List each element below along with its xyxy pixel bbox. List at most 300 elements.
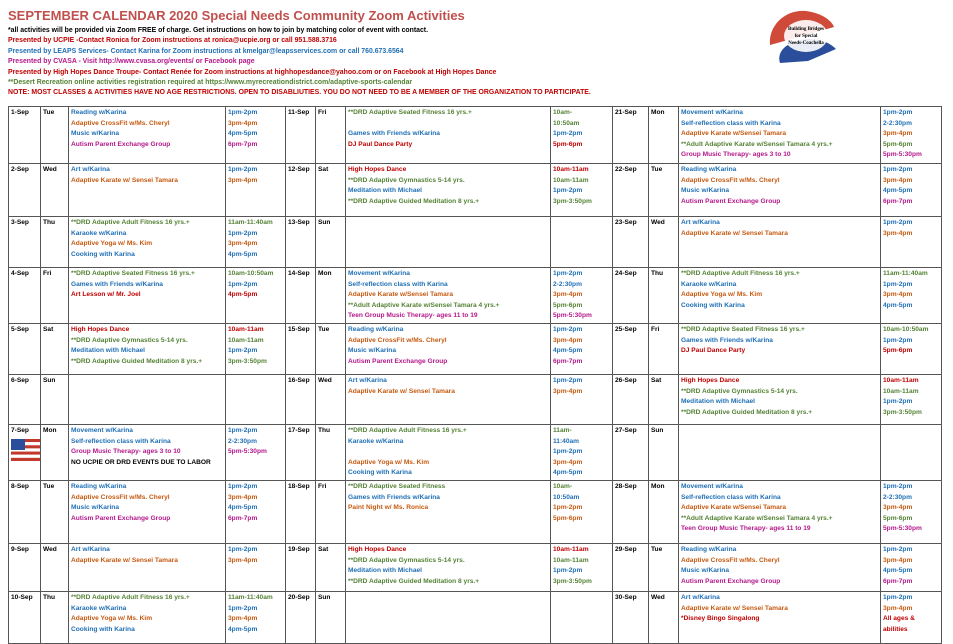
activity-time: 1pm-2pm [228,482,258,490]
activity-time: 4pm-5pm [883,187,913,195]
activity-name: Games with Friends w/Karina [71,280,163,288]
header-info-line: Presented by CVASA - Visit http://www.cvasa.org/events/ or Facebook page [8,58,255,66]
day-date: 21-Sep [613,107,649,164]
activity-time: 5pm-6pm [883,140,913,148]
activities-cell [346,164,551,217]
activity-time: 4pm-5pm [883,301,913,309]
activity-name: Adaptive Yoga w/ Ms. Kim [681,291,763,299]
activity-time: 11am-11:40am [228,593,273,601]
activity-name: **DRD Adaptive Guided Meditation 8 yrs.+ [681,408,813,416]
activity-time: 1pm-2pm [228,347,258,355]
day-of-week: Sun [316,591,346,643]
day-date: 30-Sep [613,591,649,643]
activity-time: 1pm-2pm [228,280,258,288]
activity-time: 5pm-6pm [883,347,913,355]
activity-name: **Adult Adaptive Karate w/Sensei Tamara 4 yrs.+ [681,514,833,522]
activity-name: **DRD Adaptive Adult Fitness 16 yrs.+ [348,426,467,434]
activity-name: Music w/Karina [681,187,730,195]
activity-time: 3pm-4pm [883,176,913,184]
activity-time: 2-2:30pm [883,119,912,127]
times-cell [226,424,286,480]
activities-cell [346,424,551,480]
activity-time: 5pm-5:30pm [553,312,592,320]
activity-name: Adaptive Yoga w/ Ms. Kim [348,458,430,466]
activity-time: 5pm-6pm [883,514,913,522]
day-date: 2-Sep [9,164,41,217]
activity-name: Adaptive Karate w/Sensei Tamara [681,130,787,138]
activity-name: Group Music Therapy- ages 3 to 10 [71,448,181,456]
activity-name: Adaptive Karate w/Sensei Tamara [348,291,454,299]
activity-name: **DRD Adaptive Seated Fitness 16 yrs.+ [681,325,805,333]
activity-time: 3pm-4pm [883,130,913,138]
activity-name: Self-reflection class with Karina [681,119,781,127]
day-date: 27-Sep [613,424,649,480]
activity-time: 5pm-5:30pm [883,525,922,533]
header-info-line: Presented by LEAPS Services- Contact Karina for Zoom instructions at kmelgar@leapsservices.com or call 760.673.6564 [8,47,404,55]
activity-time: 3pm-4pm [228,556,258,564]
calendar-row [9,323,942,374]
activity-time: 3pm-4pm [553,458,583,466]
activities-cell [69,268,226,324]
day-of-week: Mon [649,480,679,543]
times-cell [881,268,942,324]
times-cell [881,323,942,374]
activity-time: 4pm-5pm [228,504,258,512]
day-of-week: Fri [316,480,346,543]
activity-time: 6pm-7pm [883,577,913,585]
activity-time: 1pm-2pm [228,229,258,237]
activities-cell [346,107,551,164]
activity-name: Cooking with Karina [71,250,135,258]
activity-time: 3pm-4pm [883,556,913,564]
activity-time: 3pm-3:50pm [883,408,922,416]
times-cell [226,268,286,324]
activity-time: All ages & [883,615,915,623]
day-of-week: Tue [649,543,679,591]
activity-time: 1pm-2pm [883,109,913,116]
activity-time: 1pm-2pm [553,130,583,138]
day-date: 22-Sep [613,164,649,217]
activity-name: **DRD Adaptive Guided Meditation 8 yrs.+ [348,197,480,205]
activity-time: 10am-11am [553,166,589,173]
activity-name: Karaoke w/Karina [71,604,127,612]
times-cell [551,543,613,591]
activity-time: 1pm-2pm [883,545,913,553]
day-date: 28-Sep [613,480,649,543]
activity-name: Games with Friends w/Karina [681,336,773,344]
activities-cell [69,480,226,543]
day-of-week: Sat [649,374,679,424]
activity-time: 1pm-2pm [553,325,583,333]
activity-name: Music w/Karina [681,567,730,575]
activity-time: 11am-11:40am [883,270,928,277]
activity-name: Movement w/Karina [681,109,743,116]
activity-name: Adaptive Yoga w/ Ms. Kim [71,615,153,623]
activities-cell [346,268,551,324]
calendar-row [9,107,942,164]
activity-name: *Disney Bingo Singalong [681,615,760,623]
activity-time: 10:50am [553,119,580,127]
labor-day-flag-icon [11,439,41,461]
times-cell [551,374,613,424]
times-cell [881,480,942,543]
activity-name [348,447,548,458]
activity-time: 5pm-6pm [553,140,583,148]
activity-time: 5pm-5:30pm [883,151,922,159]
activity-name: Games with Friends w/Karina [348,130,440,138]
activity-time: 3pm-4pm [228,176,258,184]
activity-name: Group Music Therapy- ages 3 to 10 [681,151,791,159]
activity-name: Movement w/Karina [71,426,133,434]
activities-cell [679,543,881,591]
logo-text-line: Needs-Coachella [788,41,824,46]
day-date: 3-Sep [9,217,41,268]
day-of-week: Wed [649,217,679,268]
day-date: 9-Sep [9,543,41,591]
activity-time: 3pm-4pm [553,291,583,299]
day-date: 15-Sep [286,323,316,374]
activity-name: Meditation with Michael [681,398,755,406]
activity-time: 4pm-5pm [228,250,258,258]
times-cell [881,217,942,268]
activity-name: Art w/Karina [348,376,387,384]
activity-name: Adaptive Karate w/ Sensei Tamara [71,556,178,564]
activities-cell [679,591,881,643]
activity-time: 10am-11am [553,176,589,184]
times-cell [226,217,286,268]
activity-name: Reading w/Karina [71,482,127,490]
activity-name: Adaptive Karate w/ Sensei Tamara [71,176,178,184]
calendar-row [9,268,942,324]
activity-time: 3pm-3:50pm [553,577,592,585]
activity-time: 11am- [553,426,572,434]
activity-time: 1pm-2pm [228,545,258,553]
day-of-week: Wed [649,591,679,643]
activity-name: Reading w/Karina [348,325,404,333]
activity-name: DJ Paul Dance Party [681,347,746,355]
activity-time: 3pm-4pm [553,336,583,344]
activity-name: Karaoke w/Karina [681,280,737,288]
activities-cell [679,374,881,424]
activity-time: 3pm-4pm [228,615,258,623]
activity-name: Art w/Karina [71,545,110,553]
times-cell [551,107,613,164]
activity-time: 3pm-4pm [553,387,583,395]
activities-cell [679,480,881,543]
times-cell [881,591,942,643]
activity-name: Reading w/Karina [681,166,737,173]
day-of-week: Wed [41,543,69,591]
activity-name: Teen Group Music Therapy- ages 11 to 19 [348,312,478,320]
day-of-week: Sun [41,374,69,424]
activities-cell [679,268,881,324]
activity-name: High Hopes Dance [348,545,407,553]
activity-name: Adaptive CrossFit w/Ms. Cheryl [681,176,780,184]
activity-name: Art w/Karina [681,593,720,601]
activity-time: 4pm-5pm [228,625,258,633]
activity-name: **DRD Adaptive Gymnastics 5-14 yrs. [348,556,465,564]
times-cell [551,268,613,324]
activity-name: **DRD Adaptive Gymnastics 5-14 yrs. [348,176,465,184]
activity-name [348,514,548,525]
activities-cell [69,543,226,591]
activity-time: 11:40am [553,437,580,445]
day-date: 23-Sep [613,217,649,268]
activity-time: 2-2:30pm [883,493,912,501]
header-info-line: Presented by High Hopes Dance Troupe- Contact Renée for Zoom instructions at highhopesdance@yahoo.com or on Facebook at High Hopes Dance [8,68,497,76]
calendar-row [9,374,942,424]
day-of-week: Tue [41,107,69,164]
day-date: 12-Sep [286,164,316,217]
activity-name: **DRD Adaptive Seated Fitness [348,482,446,490]
activity-name: DJ Paul Dance Party [348,140,413,148]
building-bridges-logo [766,5,838,67]
day-of-week: Mon [41,424,69,480]
day-of-week: Sat [316,543,346,591]
day-of-week: Fri [41,268,69,324]
activity-name: Self-reflection class with Karina [71,437,171,445]
activity-time: 4pm-5pm [228,291,258,299]
day-date: 29-Sep [613,543,649,591]
times-cell [881,543,942,591]
day-of-week: Tue [649,164,679,217]
activity-name: Adaptive Yoga w/ Ms. Kim [71,240,153,248]
activity-name: Meditation with Michael [348,187,422,195]
activity-name: Karaoke w/Karina [71,229,127,237]
activity-name: Autism Parent Exchange Group [681,577,781,585]
activity-time: 3pm-3:50pm [553,197,592,205]
activity-time: 2-2:30pm [228,437,257,445]
activity-time: 3pm-3:50pm [228,357,267,365]
activity-time: 3pm-4pm [883,504,913,512]
activity-name: Movement w/Karina [681,482,743,490]
day-date: 6-Sep [9,374,41,424]
activity-name: **Adult Adaptive Karate w/Sensei Tamara 4 yrs.+ [681,140,833,148]
activity-time: 10am- [553,482,573,490]
activity-time: 3pm-4pm [228,119,258,127]
activity-time: abilities [883,625,908,633]
page-title: SEPTEMBER CALENDAR 2020 Special Needs Community Zoom Activities [8,8,465,23]
activities-cell [69,107,226,164]
activity-name: Reading w/Karina [71,109,127,116]
activity-time: 11am-11:40am [228,219,273,226]
day-of-week: Thu [41,591,69,643]
activity-time: 1pm-2pm [553,270,583,277]
day-date: 24-Sep [613,268,649,324]
day-date: 8-Sep [9,480,41,543]
activity-name: Meditation with Michael [348,567,422,575]
activity-time: 1pm-2pm [553,504,583,512]
header-info-line: Presented by UCPIE -Contact Ronica for Zoom instructions at ronica@ucpie.org or call 951.588.3716 [8,37,337,45]
activities-cell [346,543,551,591]
activity-name: High Hopes Dance [681,376,740,384]
times-cell [226,107,286,164]
activity-time: 3pm-4pm [883,229,913,237]
activity-name: Autism Parent Exchange Group [71,140,171,148]
activity-time: 10am- [553,109,573,116]
logo-text-line: for Special [794,34,818,39]
day-date: 1-Sep [9,107,41,164]
activities-cell [69,424,226,480]
times-cell [551,217,613,268]
activity-name: Movement w/Karina [348,270,410,277]
times-cell [551,480,613,543]
activity-name: Reading w/Karina [681,545,737,553]
day-date: 18-Sep [286,480,316,543]
activity-name: **DRD Adaptive Seated Fitness 16 yrs.+ [348,109,472,116]
activity-time: 10:50am [553,493,580,501]
day-date: 25-Sep [613,323,649,374]
day-of-week: Wed [316,374,346,424]
logo-text-line: Building Bridges [788,27,824,32]
activity-time: 1pm-2pm [883,398,913,406]
activity-time: 1pm-2pm [883,166,913,173]
activity-name: Music w/Karina [71,504,120,512]
activity-name: High Hopes Dance [348,166,407,173]
day-date: 11-Sep [286,107,316,164]
activity-time: 6pm-7pm [883,197,913,205]
activities-cell [679,323,881,374]
times-cell [226,374,286,424]
activity-name: Autism Parent Exchange Group [681,197,781,205]
activity-time: 4pm-5pm [883,567,913,575]
activity-time: 6pm-7pm [553,357,583,365]
header-info-line: **Desert Recreation online activities registration required at https://www.myrecreationdistrict.com/adaptive-sports-calendar [8,79,413,87]
times-cell [551,323,613,374]
times-cell [881,424,942,480]
times-cell [881,164,942,217]
header-info-line: *all activities will be provided via Zoom FREE of charge. Get instructions on how to join by matching color of event with contact. [8,27,429,34]
times-cell [226,164,286,217]
times-cell [551,164,613,217]
day-date: 4-Sep [9,268,41,324]
activity-name: High Hopes Dance [71,325,130,333]
activity-name: Art w/Karina [681,219,720,226]
day-of-week: Sun [316,217,346,268]
activities-cell [69,591,226,643]
day-of-week: Tue [316,323,346,374]
times-cell [226,591,286,643]
day-date: 17-Sep [286,424,316,480]
activity-time: 1pm-2pm [228,166,258,173]
activity-time: 10am-11am [553,556,589,564]
times-cell [551,424,613,480]
activities-cell [346,591,551,643]
activity-time: 5pm-6pm [553,301,583,309]
activity-time: 3pm-4pm [883,604,913,612]
activity-name: **Adult Adaptive Karate w/Sensei Tamara 4 yrs.+ [348,301,500,309]
activity-time [228,458,283,469]
activity-name: Self-reflection class with Karina [681,493,781,501]
activity-time: 10am-11am [553,545,589,553]
activity-name: Adaptive CrossFit w/Ms. Cheryl [681,556,780,564]
activity-time: 5pm-5:30pm [228,448,267,456]
activity-name: Adaptive CrossFit w/Ms. Cheryl [348,336,447,344]
activity-time: 10am-11am [883,387,919,395]
times-cell [226,543,286,591]
day-date: 26-Sep [613,374,649,424]
activity-name: Adaptive Karate w/Sensei Tamara [681,504,787,512]
activity-name: Music w/Karina [71,130,120,138]
day-of-week: Thu [316,424,346,480]
activities-cell [346,217,551,268]
day-of-week: Tue [41,480,69,543]
activity-time: 10am-10:50am [883,325,929,333]
day-of-week: Wed [41,164,69,217]
day-date: 7-Sep [9,424,41,480]
calendar-grid [8,106,942,644]
activity-name: Music w/Karina [348,347,397,355]
activity-time: 1pm-2pm [553,567,583,575]
calendar-row [9,217,942,268]
activity-name: Adaptive Karate w/ Sensei Tamara [348,387,455,395]
times-cell [881,374,942,424]
activity-name: Art Lesson w/ Mr. Joel [71,291,141,299]
activity-time: 10am-11am [883,376,919,384]
activity-name: Adaptive CrossFit w/Ms. Cheryl [71,493,170,501]
activity-time: 4pm-5pm [553,347,583,355]
activities-cell [679,424,881,480]
calendar-row [9,591,942,643]
day-of-week: Sat [316,164,346,217]
activity-time: 1pm-2pm [228,109,258,116]
activity-name: Karaoke w/Karina [348,437,404,445]
activity-name [681,625,878,636]
activities-cell [679,217,881,268]
activity-time: 3pm-4pm [228,493,258,501]
activities-cell [679,164,881,217]
activity-name: **DRD Adaptive Adult Fitness 16 yrs.+ [71,593,190,601]
activity-time: 2-2:30pm [553,280,582,288]
activities-cell [69,374,226,424]
day-of-week: Sat [41,323,69,374]
day-of-week: Thu [41,217,69,268]
activity-name: Adaptive Karate w/ Sensei Tamara [681,229,788,237]
activity-name: Cooking with Karina [681,301,745,309]
activity-time: 1pm-2pm [228,426,258,434]
day-of-week: Mon [316,268,346,324]
day-date: 5-Sep [9,323,41,374]
day-date: 10-Sep [9,591,41,643]
day-of-week: Sun [649,424,679,480]
activity-name: **DRD Adaptive Adult Fitness 16 yrs.+ [71,219,190,226]
day-of-week: Fri [316,107,346,164]
activity-time: 1pm-2pm [883,219,913,226]
activities-cell [69,323,226,374]
activity-name: Autism Parent Exchange Group [348,357,448,365]
day-of-week: Fri [649,323,679,374]
activity-name: **DRD Adaptive Guided Meditation 8 yrs.+ [348,577,480,585]
activity-name: NO UCPIE OR DRD EVENTS DUE TO LABOR [71,458,211,466]
day-date: 20-Sep [286,591,316,643]
activities-cell [346,323,551,374]
activity-name: Cooking with Karina [71,625,135,633]
day-date: 19-Sep [286,543,316,591]
activity-time: 3pm-4pm [228,240,258,248]
activity-time: 4pm-5pm [228,130,258,138]
activity-name: Cooking with Karina [348,469,412,477]
day-date: 14-Sep [286,268,316,324]
activity-name: **DRD Adaptive Gymnastics 5-14 yrs. [71,336,188,344]
activities-cell [679,107,881,164]
activity-time: 10am-10:50am [228,270,274,277]
activity-time: 1pm-2pm [553,187,583,195]
activity-name: Adaptive Karate w/ Sensei Tamara [681,604,788,612]
activity-time: 5pm-6pm [553,514,583,522]
times-cell [881,107,942,164]
activities-cell [69,217,226,268]
activity-name: Games with Friends w/Karina [348,493,440,501]
